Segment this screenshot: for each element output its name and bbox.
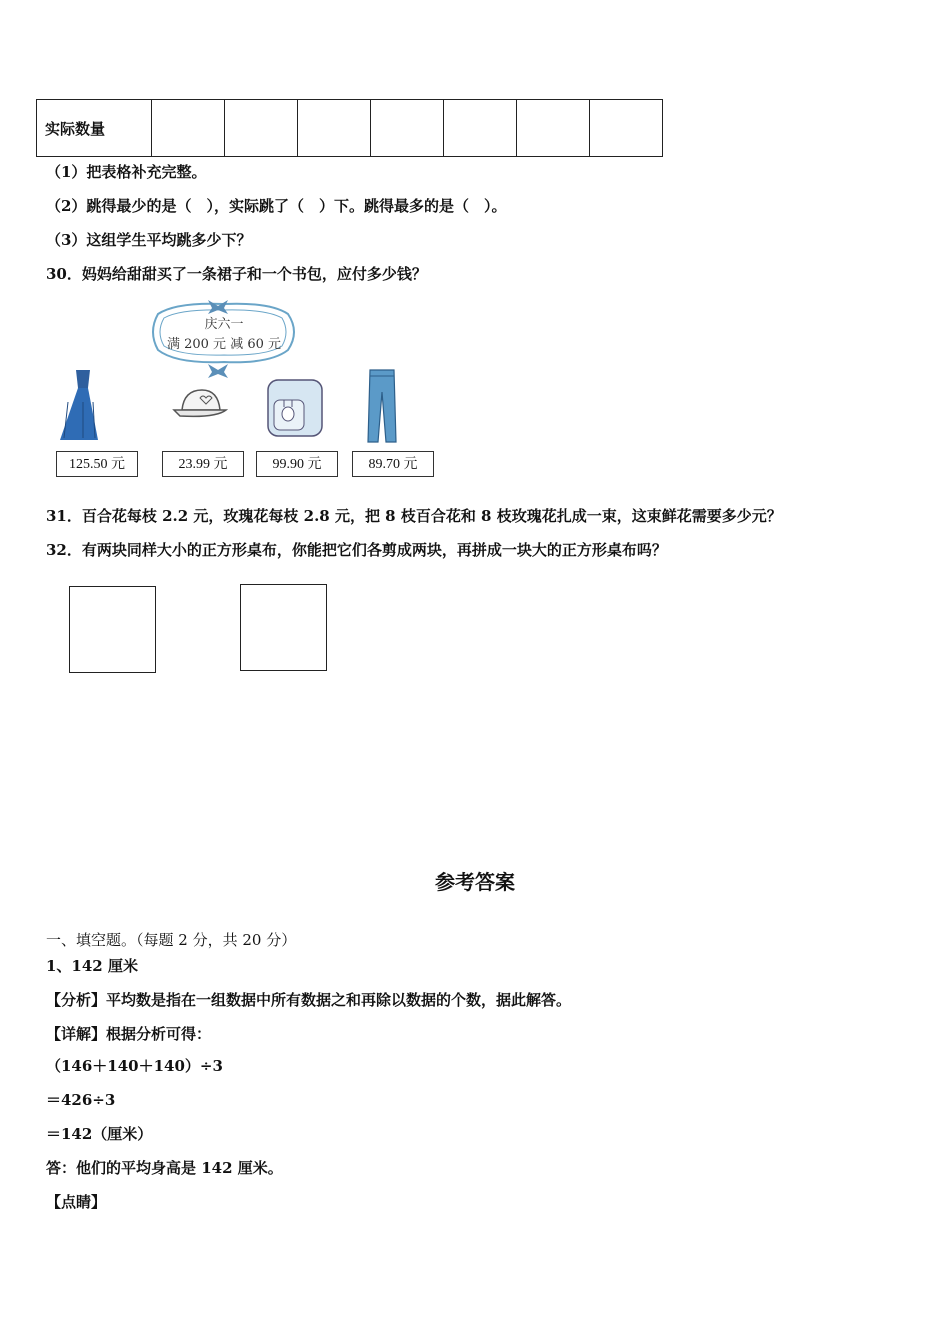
table-row bbox=[37, 100, 663, 157]
table-cell bbox=[371, 100, 444, 157]
q29-part-3: （3）这组学生平均跳多少下？ bbox=[46, 231, 252, 249]
comment-label: 【点睛】 bbox=[46, 1193, 107, 1211]
answers-title: 参考答案 bbox=[435, 870, 515, 894]
promo-banner bbox=[153, 300, 294, 378]
detail-text: 【详解】根据分析可得： bbox=[46, 1025, 212, 1043]
question-30: 30．妈妈给甜甜买了一条裙子和一个书包，应付多少钱？ bbox=[46, 265, 427, 283]
dress-icon bbox=[60, 370, 98, 440]
question-31: 31．百合花每枝 2.2 元，玫瑰花每枝 2.8 元，把 8 枝百合花和 8 枝玫瑰花扎成一束，这束鲜花需要多少元？ bbox=[46, 507, 782, 525]
q29-part-2: （2）跳得最少的是（ ），实际跳了（ ）下。跳得最多的是（ ）。 bbox=[46, 197, 507, 215]
q29-part-1: （1）把表格补充完整。 bbox=[46, 163, 207, 181]
table-cell bbox=[152, 100, 225, 157]
calc-step-2: ＝426÷3 bbox=[46, 1091, 116, 1109]
question-32: 32．有两块同样大小的正方形桌布，你能把它们各剪成两块，再拼成一块大的正方形桌布吗？ bbox=[46, 541, 667, 559]
shopping-figure bbox=[48, 292, 438, 482]
backpack-icon bbox=[268, 380, 322, 436]
calc-step-1: （146＋140＋140）÷3 bbox=[46, 1057, 223, 1075]
calc-step-3: ＝142（厘米） bbox=[46, 1125, 153, 1143]
tablecloth-square-2 bbox=[240, 584, 327, 671]
promo-line-2: 满 200 元 减 60 元 bbox=[166, 337, 282, 352]
price-tag-backpack: 99.90 元 bbox=[256, 451, 338, 477]
figure-art bbox=[48, 292, 438, 452]
table-row-label: 实际数量 bbox=[37, 100, 152, 157]
section-heading: 一、填空题。（每题 2 分，共 20 分） bbox=[46, 931, 297, 949]
table-cell bbox=[590, 100, 663, 157]
price-tag-cap: 23.99 元 bbox=[162, 451, 244, 477]
count-table bbox=[36, 99, 663, 157]
analysis-text: 【分析】平均数是指在一组数据中所有数据之和再除以数据的个数，据此解答。 bbox=[46, 991, 572, 1009]
cap-icon bbox=[174, 390, 226, 416]
tablecloth-square-1 bbox=[69, 586, 156, 673]
table-cell bbox=[225, 100, 298, 157]
answer-1: 1、142 厘米 bbox=[46, 957, 138, 975]
price-tag-jeans: 89.70 元 bbox=[352, 451, 434, 477]
jeans-icon bbox=[368, 370, 396, 442]
table-cell bbox=[517, 100, 590, 157]
table-cell bbox=[444, 100, 517, 157]
final-answer: 答：他们的平均身高是 142 厘米。 bbox=[46, 1159, 283, 1177]
promo-line-1: 庆六一 bbox=[204, 317, 244, 332]
table-cell bbox=[298, 100, 371, 157]
price-tag-dress: 125.50 元 bbox=[56, 451, 138, 477]
